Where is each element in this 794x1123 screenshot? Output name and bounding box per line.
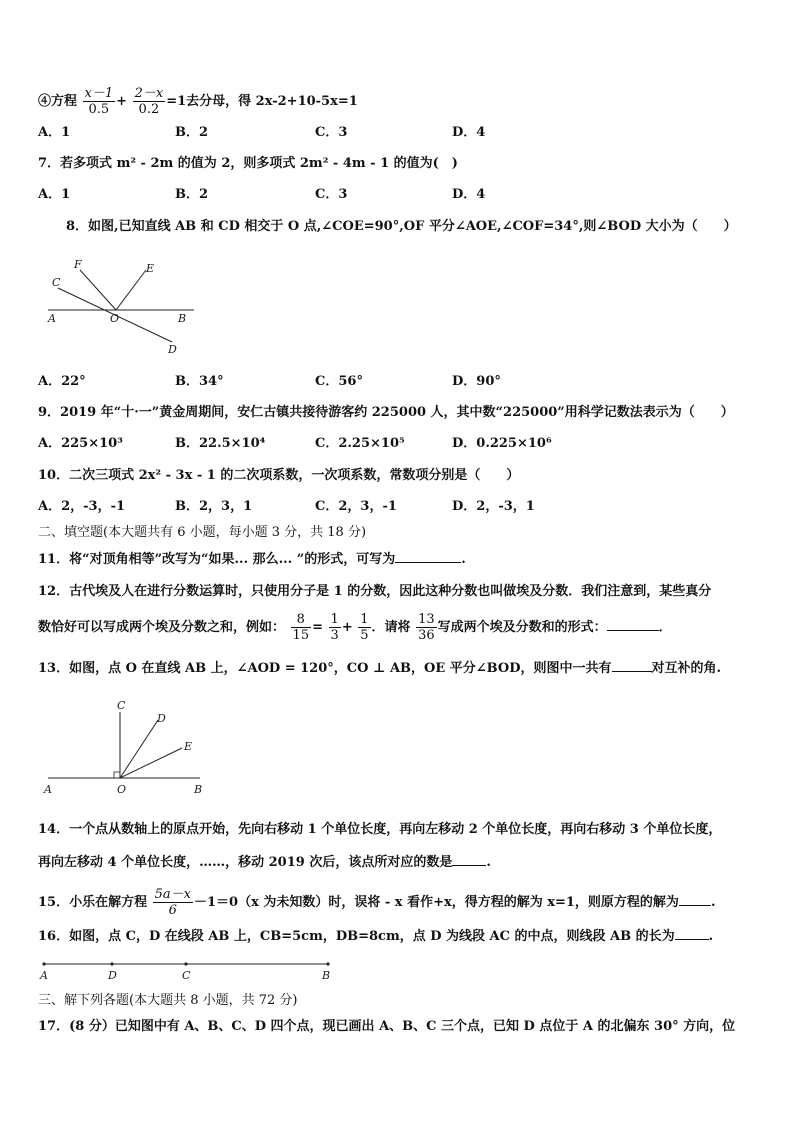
q16-stem: 16．如图，点 C，D 在线段 AB 上，CB=5cm，DB=8cm，点 D 为线段 AC 的中点，则线段 AB 的长为 <box>38 929 675 944</box>
q8-option-c: C．56° <box>315 374 363 389</box>
q7-option-d: D．4 <box>452 187 486 202</box>
q6-fraction-1 <box>83 86 116 117</box>
q6-fraction-2-numerator: 2－x <box>134 86 164 101</box>
q13-figure <box>40 696 212 798</box>
q12-answer-blank <box>607 618 659 631</box>
q15-fraction-den: 6 <box>168 903 177 918</box>
q6-fraction-1-numerator: x－1 <box>84 86 114 101</box>
label-a: A <box>48 312 56 325</box>
q15-answer-blank <box>679 893 711 906</box>
q15-end: . <box>710 895 716 910</box>
q9-option-d: D．0.225×10⁶ <box>452 436 552 451</box>
q6-item4-marker: ④方程 <box>38 94 78 109</box>
q15-fraction-num: 5a－x <box>154 887 191 902</box>
q12-line-2b: ．请将 <box>371 620 411 635</box>
q7-option-a: A．1 <box>38 187 71 202</box>
q11-end: . <box>461 552 466 567</box>
q7-option-c: C．3 <box>315 187 348 202</box>
q12-line-2 <box>38 612 672 643</box>
label-c: C <box>52 276 61 289</box>
label-b: B <box>322 969 331 982</box>
q8-option-b: B．34° <box>175 374 224 389</box>
q16-answer-blank <box>675 927 709 940</box>
q13 <box>38 659 721 678</box>
q14-line-2 <box>38 853 491 872</box>
q14-end: . <box>486 855 491 870</box>
ray-oe <box>116 270 146 310</box>
q13-stem: 13．如图，点 O 在直线 AB 上，∠AOD = 120°，CO ⊥ AB，OE 平分∠BOD，则图中一共有 <box>38 661 612 676</box>
label-b: B <box>178 312 187 325</box>
q16-end: . <box>708 929 714 944</box>
q12-line-2c: 写成两个埃及分数和的形式： <box>437 620 607 635</box>
q12-target-frac-num: 13 <box>418 612 435 627</box>
q12-example-frac-2-num: 1 <box>330 612 339 627</box>
label-a: A <box>40 969 48 982</box>
q13-end: 对互补的角. <box>651 661 722 676</box>
q12-line-2a: 数恰好可以写成两个埃及分数之和，例如： <box>38 620 286 635</box>
q9-option-a: A．225×10³ <box>38 436 123 451</box>
q6-item4 <box>38 86 358 117</box>
q12-example-frac-2-den: 3 <box>330 628 339 643</box>
q12-target-frac-den: 36 <box>418 628 435 643</box>
q13-answer-blank <box>612 659 652 672</box>
q8-stem: 8．如图,已知直线 AB 和 CD 相交于 O 点,∠COE=90°,OF 平分∠AOE,∠COF=34°,则∠BOD 大小为（ ） <box>66 219 737 234</box>
q6-fraction-1-denominator: 0.5 <box>88 102 110 117</box>
q12-target-frac <box>416 612 437 643</box>
label-o: O <box>110 312 120 325</box>
point-a <box>42 962 45 965</box>
label-c: C <box>117 699 126 712</box>
section-3-heading: 三、解下列各题(本大题共 8 小题，共 72 分) <box>38 993 298 1008</box>
q10-option-a: A．2，-3，-1 <box>38 499 126 514</box>
label-b: B <box>194 783 203 796</box>
q9-option-c: C．2.25×10⁵ <box>315 436 405 451</box>
q12-line-1: 12．古代埃及人在进行分数运算时，只使用分子是 1 的分数，因此这种分数也叫做埃及分数．我们注意到，某些真分 <box>38 584 712 599</box>
label-d: D <box>157 712 166 725</box>
q9-option-b: B．22.5×10⁴ <box>175 436 266 451</box>
q16-figure <box>36 956 336 984</box>
q10-option-d: D．2，-3，1 <box>452 499 535 514</box>
q10-option-c: C．2，3，-1 <box>315 499 397 514</box>
q12-example-frac-2 <box>329 612 341 643</box>
point-d <box>110 962 113 965</box>
q12-plus: + <box>341 620 353 635</box>
q15 <box>38 887 715 918</box>
q11-stem: 11．将“对顶角相等”改写为“如果... 那么... ”的形式，可写为 <box>38 552 396 567</box>
q11 <box>38 550 466 569</box>
q9-stem: 9．2019 年“十·一”黄金周期间，安仁古镇共接待游客约 225000 人，其中数“225000”用科学记数法表示为（ ） <box>38 405 734 420</box>
ray-of <box>80 270 116 310</box>
label-f: F <box>74 258 82 271</box>
q17-stem: 17．(8 分）已知图中有 A、B、C、D 四个点，现已画出 A、B、C 三个点，已知 D 点位于 A 的北偏东 30° 方向，位 <box>38 1019 736 1034</box>
label-d: D <box>168 343 177 356</box>
q15-pre: 15．小乐在解方程 <box>38 895 148 910</box>
q14-line-1: 14．一个点从数轴上的原点开始，先向右移动 1 个单位长度，再向左移动 2 个单位长度，再向右移动 3 个单位长度， <box>38 822 722 837</box>
q6-option-c: C．3 <box>315 125 348 140</box>
q6-option-a: A．1 <box>38 125 71 140</box>
point-c <box>184 962 187 965</box>
q12-example-frac-1 <box>291 612 312 643</box>
right-angle-mark <box>114 772 120 778</box>
q10-option-b: B．2，3，1 <box>175 499 253 514</box>
q15-fraction <box>153 887 193 918</box>
q6-fraction-2 <box>133 86 166 117</box>
q6-item4-tail: =1去分母，得 2x-2+10-5x=1 <box>166 94 358 109</box>
q12-eq: = <box>312 620 323 635</box>
q12-end: ． <box>658 620 672 635</box>
q15-post: －1＝0（x 为未知数）时，误将 - x 看作+x，得方程的解为 x=1，则原方程的解为 <box>193 895 679 910</box>
label-a: A <box>44 783 52 796</box>
q6-fraction-2-denominator: 0.2 <box>138 102 160 117</box>
q14-line-2-text: 再向左移动 4 个单位长度，……，移动 2019 次后，该点所对应的数是 <box>38 855 453 870</box>
q7-stem: 7．若多项式 m² - 2m 的值为 2，则多项式 2m² - 4m - 1 的值为( ) <box>38 156 458 171</box>
q16 <box>38 927 713 946</box>
q6-option-b: B．2 <box>175 125 209 140</box>
q12-example-frac-3 <box>358 612 370 643</box>
q7-option-b: B．2 <box>175 187 209 202</box>
q12-example-frac-3-den: 5 <box>360 628 369 643</box>
label-o: O <box>117 783 127 796</box>
q8-figure <box>40 256 210 360</box>
q12-example-frac-1-den: 15 <box>292 628 310 643</box>
q12-example-frac-3-num: 1 <box>360 612 369 627</box>
section-2-heading: 二、填空题(本大题共有 6 小题，每小题 3 分，共 18 分) <box>38 525 367 540</box>
label-d: D <box>108 969 117 982</box>
q8-option-d: D．90° <box>452 374 501 389</box>
q11-answer-blank <box>395 550 461 563</box>
label-e: E <box>184 740 193 753</box>
q10-stem: 10．二次三项式 2x² - 3x - 1 的二次项系数，一次项系数，常数项分别是（ ） <box>38 468 520 483</box>
point-b <box>326 962 329 965</box>
q6-option-d: D．4 <box>452 125 486 140</box>
q6-plus: + <box>116 94 128 109</box>
q8-option-a: A．22° <box>38 374 86 389</box>
q12-example-frac-1-num: 8 <box>291 612 312 628</box>
label-c: C <box>182 969 191 982</box>
q14-answer-blank <box>452 853 486 866</box>
label-e: E <box>146 262 155 275</box>
